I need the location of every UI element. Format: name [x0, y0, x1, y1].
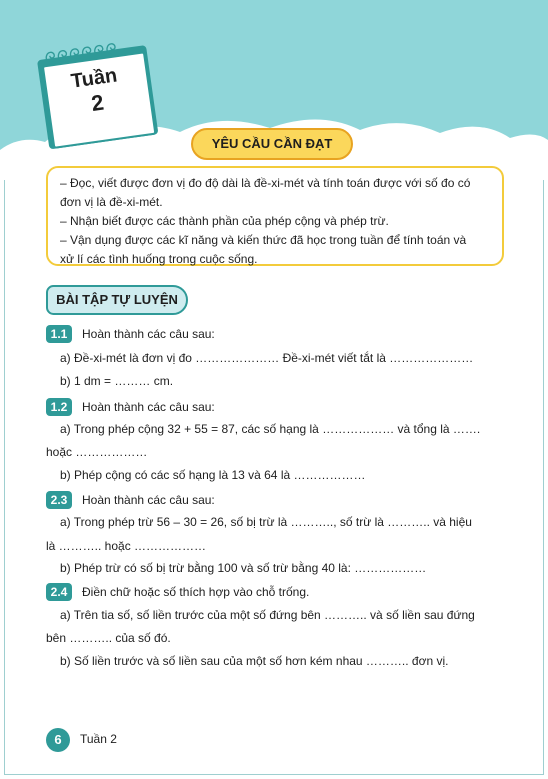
- exercise-line: hoặc ………………: [46, 445, 148, 459]
- exercise-number: 2.3: [46, 491, 72, 509]
- exercise-line: a) Trong phép cộng 32 + 55 = 87, các số hạng là ……………… và tổng là …….: [60, 422, 481, 436]
- calendar-rings-icon: ᘓᘓᘓᘓᘓᘓ: [43, 41, 120, 69]
- exercise-line: b) Phép cộng có các số hạng là 13 và 64 là ………………: [60, 468, 366, 482]
- week-number: 2: [89, 89, 106, 117]
- goal-line: – Nhận biết được các thành phần của phép cộng và phép trừ.: [60, 214, 389, 228]
- exercise-line: a) Đề-xi-mét là đơn vị đo ………………… Đề-xi-mét viết tắt là …………………: [60, 351, 474, 365]
- goal-line: – Vận dụng được các kĩ năng và kiến thức đã học trong tuần để tính toán và: [60, 233, 467, 247]
- exercise-line: bên ……….. của số đó.: [46, 631, 171, 645]
- week-label: Tuần: [69, 64, 119, 93]
- goal-line: xử lí các tình huống trong cuộc sống.: [60, 252, 258, 266]
- exercise-title: Hoàn thành các câu sau:: [82, 493, 215, 507]
- goals-box: [46, 166, 504, 266]
- exercise-line: b) 1 dm = ……… cm.: [60, 374, 174, 388]
- exercise-number: 1.1: [46, 325, 72, 343]
- exercise-line: là ……….. hoặc ………………: [46, 539, 207, 553]
- exercise-title: Hoàn thành các câu sau:: [82, 327, 215, 341]
- exercise-line: b) Phép trừ có số bị trừ bằng 100 và số trừ bằng 40 là: ………………: [60, 561, 427, 575]
- footer-label: Tuần 2: [80, 732, 117, 746]
- week-calendar-badge: [34, 36, 164, 147]
- exercise-line: a) Trên tia số, số liền trước của một số đứng bên ……….. và số liền sau đứng: [60, 608, 475, 622]
- exercise-number: 2.4: [46, 583, 72, 601]
- exercise-line: a) Trong phép trừ 56 – 30 = 26, số bị trừ là ……….., số trừ là ……….. và hiệu: [60, 515, 472, 529]
- exercise-line: b) Số liền trước và số liền sau của một số hơn kém nhau ……….. đơn vị.: [60, 654, 449, 668]
- exercise-title: Điền chữ hoặc số thích hợp vào chỗ trống.: [82, 585, 310, 599]
- exercise-title: Hoàn thành các câu sau:: [82, 400, 215, 414]
- goal-line: – Đọc, viết được đơn vị đo độ dài là đề-xi-mét và tính toán được với số đo có: [60, 176, 471, 190]
- goal-line: đơn vị là đề-xi-mét.: [60, 195, 163, 209]
- exercise-number: 1.2: [46, 398, 72, 416]
- goals-title: YÊU CẦU CẦN ĐẠT: [191, 128, 353, 160]
- section-title: BÀI TẬP TỰ LUYỆN: [46, 285, 188, 315]
- page-number: 6: [46, 728, 70, 752]
